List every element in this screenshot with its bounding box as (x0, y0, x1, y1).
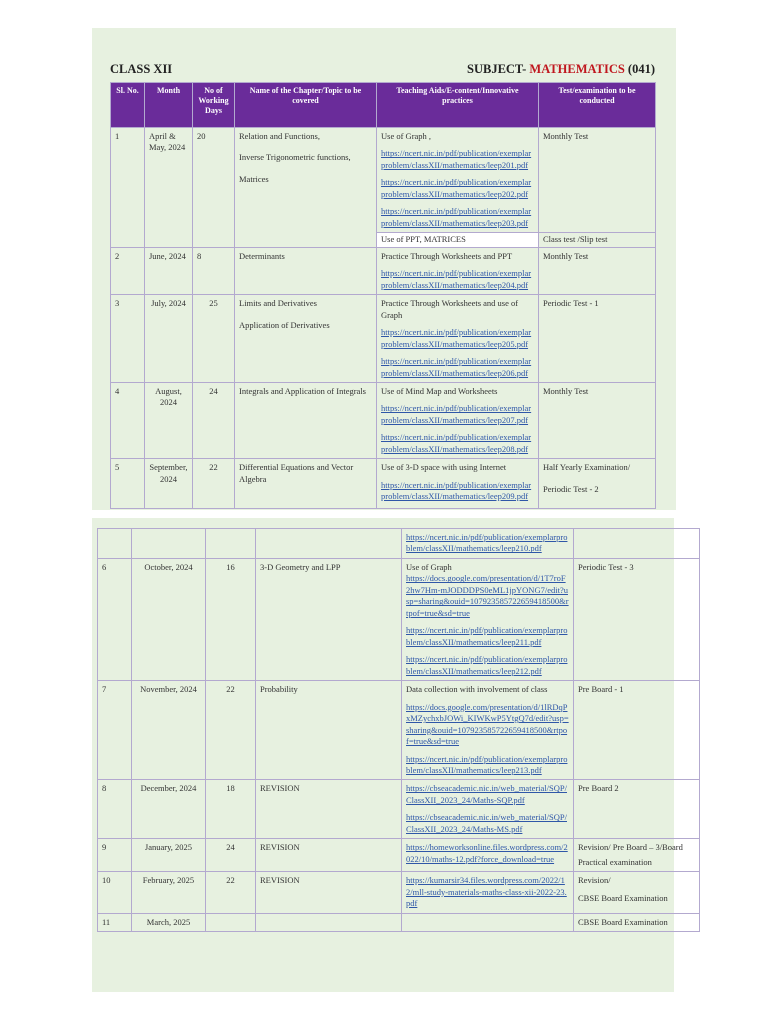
table-row (98, 839, 700, 872)
table-row (111, 382, 656, 458)
resource-link[interactable]: https://ncert.nic.in/pdf/publication/exemplarproblem/classXII/mathematics/leep210.pdf (406, 532, 568, 554)
resource-link[interactable]: https://ncert.nic.in/pdf/publication/exemplarproblem/classXII/mathematics/leep205.pdf (381, 327, 532, 349)
test-text: Revision/ (578, 875, 611, 886)
table-row (111, 128, 656, 233)
cell-sl: 7 (98, 681, 132, 780)
topic-text: Matrices (239, 173, 269, 184)
aids-text: Practice Through Worksheets and use of Graph (381, 298, 519, 320)
topic-text: Inverse Trigonometric functions, (239, 152, 351, 163)
cell-month: February, 2025 (132, 872, 206, 913)
cell-test (539, 459, 656, 509)
cell-month: June, 2024 (145, 247, 193, 294)
cell-chapter: 3-D Geometry and LPP (256, 558, 402, 680)
cell-aids: Use of PPT, MATRICES (377, 233, 539, 247)
subject-title (467, 62, 655, 77)
topic-text: Relation and Functions, (239, 131, 320, 141)
resource-link[interactable]: https://ncert.nic.in/pdf/publication/exemplarproblem/classXII/mathematics/leep211.pdf (406, 625, 568, 647)
subject-prefix: SUBJECT- (467, 62, 527, 76)
test-text: CBSE Board Examination (578, 892, 668, 903)
cell-aids (377, 382, 539, 458)
cell-sl: 4 (111, 382, 145, 458)
resource-link[interactable]: https://ncert.nic.in/pdf/publication/exemplarproblem/classXII/mathematics/leep204.pdf (381, 268, 532, 290)
cell-aids (402, 558, 574, 680)
cell-month (132, 529, 206, 559)
cell-test: Pre Board 2 (574, 780, 700, 839)
table-row (98, 529, 700, 559)
col-header-month: Month (145, 83, 193, 128)
cell-aids (402, 780, 574, 839)
cell-sl: 10 (98, 872, 132, 913)
resource-link[interactable]: https://ncert.nic.in/pdf/publication/exemplarproblem/classXII/mathematics/leep203.pdf (381, 206, 532, 228)
cell-test: Monthly Test (539, 382, 656, 458)
cell-sl: 2 (111, 247, 145, 294)
cell-sl: 1 (111, 128, 145, 248)
cell-aids (377, 459, 539, 509)
cell-days (206, 529, 256, 559)
cell-chapter (235, 295, 377, 383)
resource-link[interactable]: https://kumarsir34.files.wordpress.com/2022/12/mll-study-materials-maths-class-xii-2022-23.pdf (406, 875, 567, 909)
col-header-days: No of Working Days (193, 83, 235, 128)
cell-aids (377, 295, 539, 383)
cell-days: 20 (193, 128, 235, 248)
subject-code: (041) (627, 62, 655, 76)
resource-link[interactable]: https://cbseacademic.nic.in/web_material/SQP/ClassXII_2023_24/Maths-SQP.pdf (406, 783, 567, 805)
cell-aids (377, 247, 539, 294)
table-header-row (111, 83, 656, 128)
resource-link[interactable]: https://homeworksonline.files.wordpress.com/2022/10/maths-12.pdf?force_download=true (406, 842, 568, 864)
cell-days: 18 (206, 780, 256, 839)
cell-test: Periodic Test - 3 (574, 558, 700, 680)
cell-aids (402, 681, 574, 780)
table-row (98, 872, 700, 913)
cell-test: Monthly Test (539, 128, 656, 233)
resource-link[interactable]: https://ncert.nic.in/pdf/publication/exemplarproblem/classXII/mathematics/leep208.pdf (381, 432, 532, 454)
resource-link[interactable]: https://cbseacademic.nic.in/web_material/SQP/ClassXII_2023_24/Maths-MS.pdf (406, 812, 567, 834)
table-row (98, 780, 700, 839)
test-text: Periodic Test - 2 (543, 483, 599, 494)
cell-sl (98, 529, 132, 559)
aids-text: Use of Graph , (381, 131, 432, 141)
cell-month: August, 2024 (145, 382, 193, 458)
cell-month: July, 2024 (145, 295, 193, 383)
table-row (111, 247, 656, 294)
cell-test: CBSE Board Examination (574, 913, 700, 931)
resource-link[interactable]: https://ncert.nic.in/pdf/publication/exemplarproblem/classXII/mathematics/leep206.pdf (381, 356, 532, 378)
cell-days: 24 (193, 382, 235, 458)
cell-days: 25 (193, 295, 235, 383)
cell-days: 22 (206, 872, 256, 913)
cell-test: Monthly Test (539, 247, 656, 294)
cell-test (574, 529, 700, 559)
subject-name: MATHEMATICS (529, 62, 625, 76)
cell-days: 22 (206, 681, 256, 780)
cell-month: January, 2025 (132, 839, 206, 872)
cell-sl: 6 (98, 558, 132, 680)
test-text: Half Yearly Examination/ (543, 462, 631, 473)
cell-days: 22 (193, 459, 235, 509)
cell-test: Periodic Test - 1 (539, 295, 656, 383)
cell-aids (402, 839, 574, 872)
cell-test (574, 872, 700, 913)
cell-chapter (235, 459, 377, 509)
cell-test (574, 839, 700, 872)
cell-days: 24 (206, 839, 256, 872)
col-header-test: Test/examination to be conducted (539, 83, 656, 128)
resource-link[interactable]: https://ncert.nic.in/pdf/publication/exemplarproblem/classXII/mathematics/leep202.pdf (381, 177, 532, 199)
cell-chapter (235, 128, 377, 248)
aids-text: Practice Through Worksheets and PPT (381, 250, 513, 261)
cell-chapter (256, 913, 402, 931)
class-title: CLASS XII (110, 62, 173, 76)
topic-text: Limits and Derivatives (239, 298, 317, 309)
cell-days: 16 (206, 558, 256, 680)
cell-chapter (235, 382, 377, 458)
table-row (98, 913, 700, 931)
table-row (98, 681, 700, 780)
cell-month: October, 2024 (132, 558, 206, 680)
aids-text: Use of 3-D space with using Internet (381, 462, 507, 473)
aids-text: Use of Graph (406, 561, 452, 572)
topic-text: Integrals and Application of Integrals (239, 385, 366, 396)
aids-text: Data collection with involvement of class (406, 684, 548, 695)
cell-month: March, 2025 (132, 913, 206, 931)
resource-link[interactable]: https://ncert.nic.in/pdf/publication/exemplarproblem/classXII/mathematics/leep213.pdf (406, 753, 568, 775)
document-page-2 (92, 518, 683, 992)
table-row (98, 558, 700, 680)
topic-text: Application of Derivatives (239, 319, 330, 330)
cell-chapter: REVISION (256, 780, 402, 839)
cell-aids (402, 913, 574, 931)
cell-aids (402, 872, 574, 913)
cell-chapter: Probability (256, 681, 402, 780)
col-header-sl: Sl. No. (111, 83, 145, 128)
table-row (111, 459, 656, 509)
cell-sl: 11 (98, 913, 132, 931)
resource-link[interactable]: https://ncert.nic.in/pdf/publication/exemplarproblem/classXII/mathematics/leep207.pdf (381, 403, 532, 425)
resource-link[interactable]: https://ncert.nic.in/pdf/publication/exemplarproblem/classXII/mathematics/leep209.pdf (381, 479, 532, 502)
cell-chapter (235, 247, 377, 294)
cell-sl: 3 (111, 295, 145, 383)
cell-chapter: REVISION (256, 872, 402, 913)
cell-days (206, 913, 256, 931)
cell-month: September, 2024 (145, 459, 193, 509)
aids-text: Use of Mind Map and Worksheets (381, 385, 498, 396)
document-page-1 (92, 28, 676, 510)
cell-month: November, 2024 (132, 681, 206, 780)
cell-test: Class test /Slip test (539, 233, 656, 247)
cell-aids (402, 529, 574, 559)
cell-test: Pre Board - 1 (574, 681, 700, 780)
topic-text: Determinants (239, 250, 285, 261)
cell-sl: 5 (111, 459, 145, 509)
table-row (111, 295, 656, 383)
cell-chapter: REVISION (256, 839, 402, 872)
resource-link[interactable]: https://ncert.nic.in/pdf/publication/exemplarproblem/classXII/mathematics/leep212.pdf (406, 654, 568, 676)
cell-month: December, 2024 (132, 780, 206, 839)
resource-link[interactable]: https://docs.google.com/presentation/d/1T7roF2hw7Hm-mJODDDPS0eML1jpYONG7/edit?usp=sharing&ouid=107923585722659418500&rtpof=true&sd=true (406, 573, 569, 618)
cell-sl: 8 (98, 780, 132, 839)
test-text: Revision/ Pre Board – 3/Board (578, 842, 683, 853)
cell-month: April & May, 2024 (145, 128, 193, 248)
cell-chapter (256, 529, 402, 559)
cell-sl: 9 (98, 839, 132, 872)
test-text: Practical examination (578, 856, 652, 867)
syllabus-table-part-2 (97, 528, 700, 932)
syllabus-table-part-1 (110, 82, 656, 509)
resource-link[interactable]: https://ncert.nic.in/pdf/publication/exemplarproblem/classXII/mathematics/leep201.pdf (381, 148, 532, 170)
col-header-chapter: Name of the Chapter/Topic to be covered (235, 83, 377, 128)
cell-days: 8 (193, 247, 235, 294)
resource-link[interactable]: https://docs.google.com/presentation/d/1lRDqPxMZychxbJOWi_KIWKwP5YtgQ7d/edit?usp=sharing&ouid=107923585722659418500&rtpof=true&sd=true (406, 701, 569, 747)
cell-aids (377, 128, 539, 233)
topic-text: Differential Equations and Vector Algebra (239, 462, 354, 484)
col-header-aids: Teaching Aids/E-content/Innovative practices (377, 83, 539, 128)
